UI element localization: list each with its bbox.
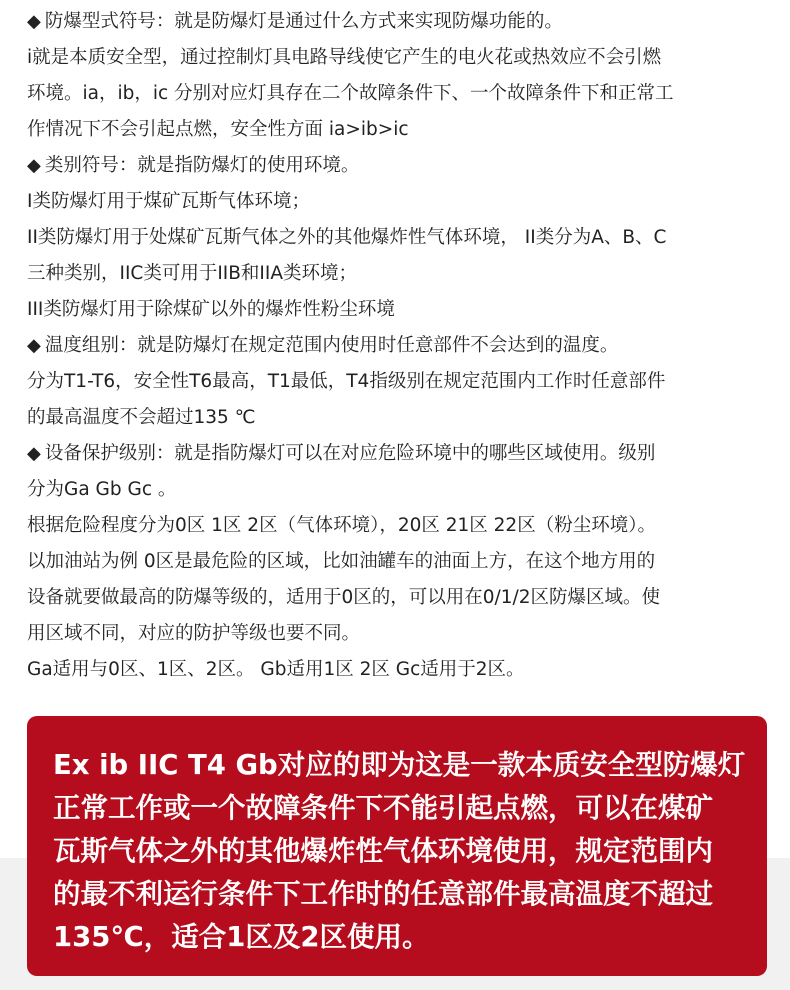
diamond-bullet-icon: ◆ bbox=[27, 335, 41, 356]
text-line bbox=[27, 112, 767, 148]
notice-line: Ex ib IIC T4 Gb对应的即为这是一款本质安全型防爆灯 bbox=[53, 749, 746, 781]
notice-line: 瓦斯气体之外的其他爆炸性气体环境使用，规定范围内 bbox=[53, 835, 713, 867]
text-line bbox=[27, 652, 767, 688]
line-text: i就是本质安全型，通过控制灯具电路导线使它产生的电火花或热效应不会引燃 bbox=[27, 47, 662, 68]
line-text: 设备就要做最高的防爆等级的，适用于0区的，可以用在0/1/2区防爆区域。使 bbox=[27, 587, 661, 608]
text-line bbox=[27, 292, 767, 328]
diamond-bullet-icon: ◆ bbox=[27, 11, 41, 32]
text-line bbox=[27, 364, 767, 400]
heading-line-protection-level bbox=[27, 436, 767, 472]
line-text: III类防爆灯用于除煤矿以外的爆炸性粉尘环境 bbox=[27, 299, 395, 320]
line-text: 用区域不同，对应的防护等级也要不同。 bbox=[27, 623, 361, 644]
diamond-bullet-icon: ◆ bbox=[27, 155, 41, 176]
text-line bbox=[27, 580, 767, 616]
text-line bbox=[27, 76, 767, 112]
text-line bbox=[27, 508, 767, 544]
line-text: 根据危险程度分为0区 1区 2区（气体环境），20区 21区 22区（粉尘环境）。 bbox=[27, 515, 656, 536]
line-text: 的最高温度不会超过135 ℃ bbox=[27, 407, 256, 428]
line-text: 类别符号：就是指防爆灯的使用环境。 bbox=[44, 155, 360, 176]
line-text: 分为T1-T6，安全性T6最高，T1最低，T4指级别在规定范围内工作时任意部件 bbox=[27, 371, 666, 392]
line-text: I类防爆灯用于煤矿瓦斯气体环境； bbox=[27, 191, 310, 212]
text-line bbox=[27, 256, 767, 292]
text-line bbox=[27, 220, 767, 256]
text-line bbox=[27, 472, 767, 508]
diamond-bullet-icon: ◆ bbox=[27, 443, 41, 464]
line-text: 以加油站为例 0区是最危险的区域，比如油罐车的油面上方，在这个地方用的 bbox=[27, 551, 656, 572]
notice-line: 135℃，适合1区及2区使用。 bbox=[53, 921, 430, 953]
explanation-text bbox=[27, 4, 767, 688]
line-text: 环境。ia，ib，ic 分别对应灯具存在二个故障条件下、一个故障条件下和正常工 bbox=[27, 83, 674, 104]
text-line bbox=[27, 184, 767, 220]
heading-line-temperature-class bbox=[27, 328, 767, 364]
line-text: 防爆型式符号：就是防爆灯是通过什么方式来实现防爆功能的。 bbox=[44, 11, 563, 32]
text-line bbox=[27, 40, 767, 76]
line-text: 温度组别：就是防爆灯在规定范围内使用时任意部件不会达到的温度。 bbox=[44, 335, 619, 356]
heading-line-category bbox=[27, 148, 767, 184]
line-text: 分为Ga Gb Gc 。 bbox=[27, 479, 177, 500]
notice-line: 的最不利运行条件下工作时的任意部件最高温度不超过 bbox=[53, 878, 713, 910]
heading-line-explosion-type bbox=[27, 4, 767, 40]
summary-notice-box bbox=[27, 716, 767, 976]
text-line bbox=[27, 544, 767, 580]
line-text: II类防爆灯用于处煤矿瓦斯气体之外的其他爆炸性气体环境， II类分为A、B、C bbox=[27, 227, 667, 248]
text-line bbox=[27, 400, 767, 436]
line-text: 三种类别，IIC类可用于IIB和IIA类环境； bbox=[27, 263, 358, 284]
line-text: Ga适用与0区、1区、2区。 Gb适用1区 2区 Gc适用于2区。 bbox=[27, 659, 525, 680]
line-text: 作情况下不会引起点燃，安全性方面 ia>ib>ic bbox=[27, 119, 409, 140]
line-text: 设备保护级别：就是指防爆灯可以在对应危险环境中的哪些区域使用。级别 bbox=[44, 443, 656, 464]
text-line bbox=[27, 616, 767, 652]
notice-line: 正常工作或一个故障条件下不能引起点燃，可以在煤矿 bbox=[53, 792, 713, 824]
